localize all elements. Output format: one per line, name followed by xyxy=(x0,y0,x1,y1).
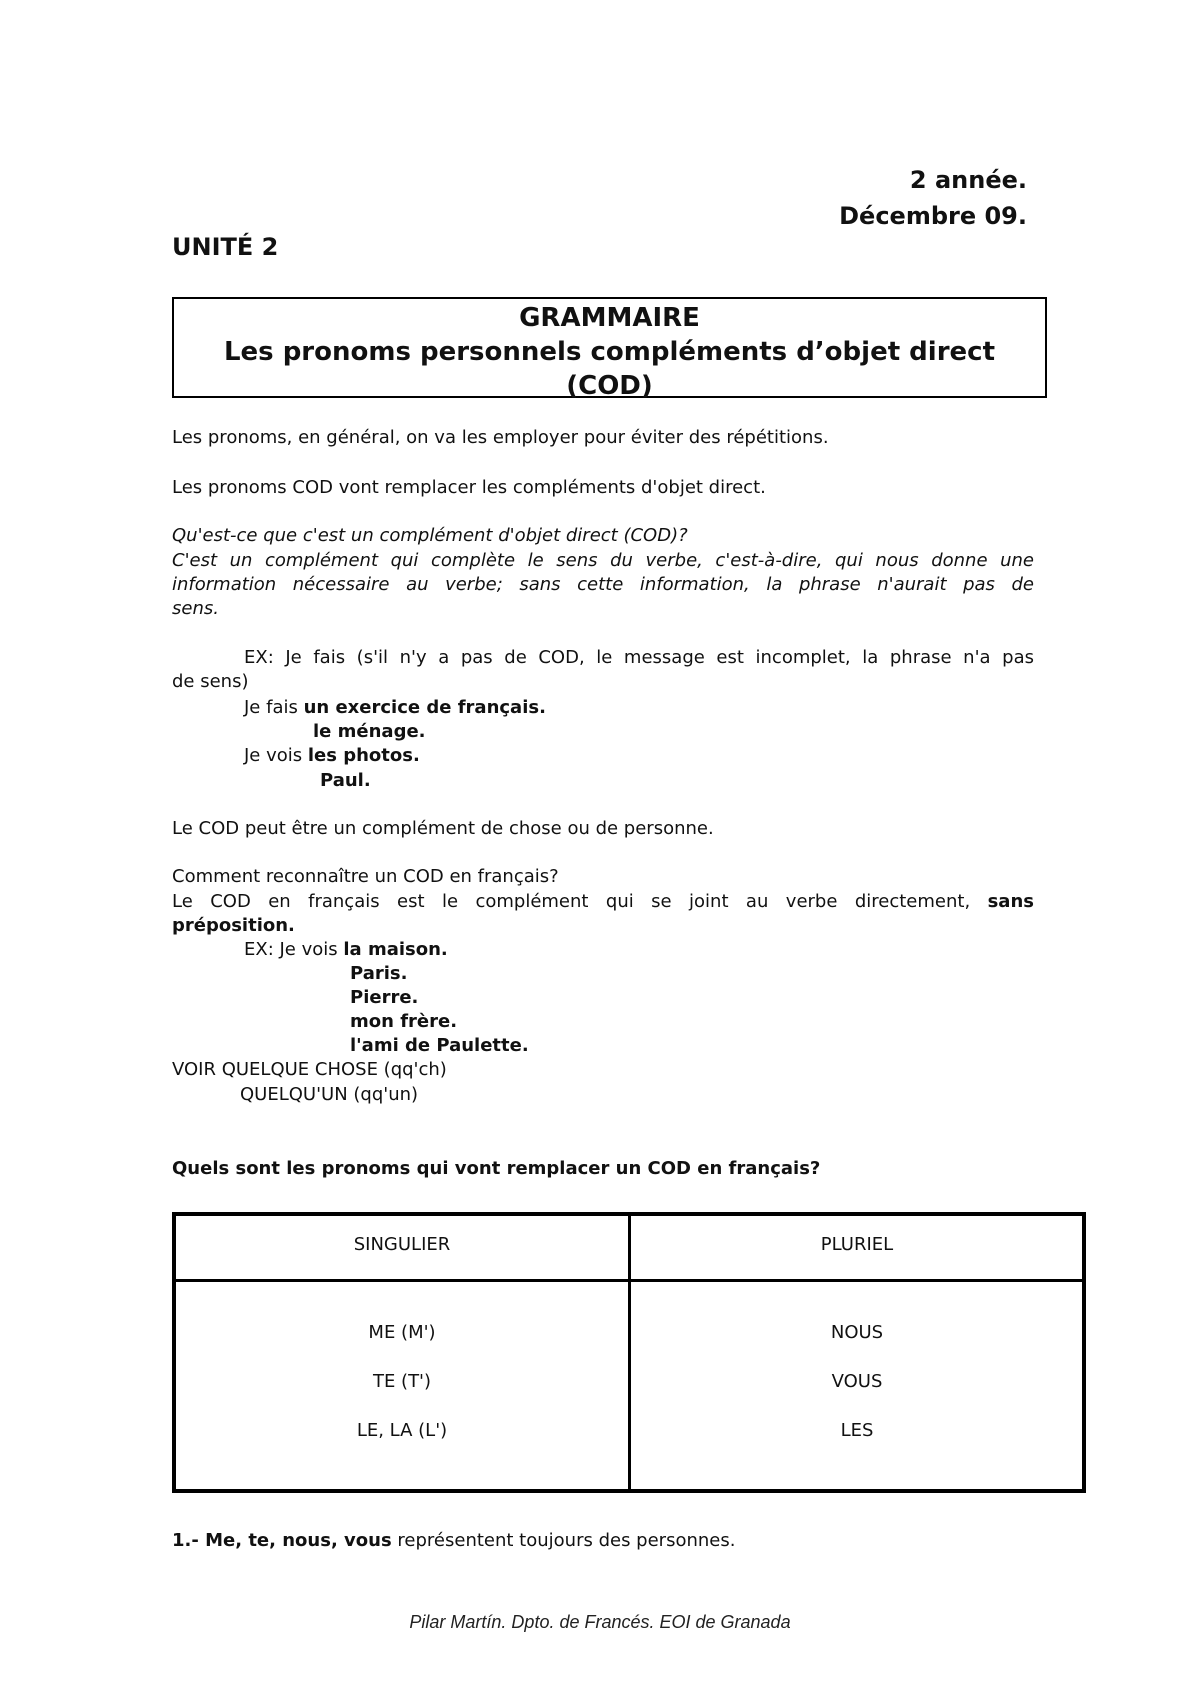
level-label: 2 année. xyxy=(909,166,1027,194)
table-divider-horizontal xyxy=(176,1279,1082,1282)
recognize-text xyxy=(172,890,1034,938)
recognize-example xyxy=(244,939,448,960)
grammar-subtitle: Les pronoms personnels compléments d’objet direct xyxy=(223,337,996,367)
rule-1 xyxy=(172,1530,735,1551)
grammar-title-box xyxy=(172,297,1047,401)
ex-prefix: EX: Je vois xyxy=(244,939,344,960)
pronoun-les: LES xyxy=(840,1420,874,1441)
definition-line-3: sens. xyxy=(172,598,219,619)
rule-1-text: représentent toujours des personnes. xyxy=(391,1530,736,1551)
object-maison: la maison. xyxy=(343,939,448,960)
header-pluriel: PLURIEL xyxy=(820,1234,894,1255)
object-pierre: Pierre. xyxy=(350,987,419,1008)
header-singulier: SINGULIER xyxy=(353,1234,451,1255)
pronoun-te: TE (T') xyxy=(372,1371,432,1392)
example-1-line-2: de sens) xyxy=(172,671,249,692)
page-footer: Pilar Martín. Dpto. de Francés. EOI de Granada xyxy=(409,1612,791,1632)
example-1-line-1: EX: Je fais (s'il n'y a pas de COD, le message est incomplet, la phrase n'a pas xyxy=(244,647,1034,668)
je-vois-label: Je vois xyxy=(244,745,308,766)
object-menage: le ménage. xyxy=(313,721,426,742)
definition-line-1: C'est un complément qui complète le sens du verbe, c'est-à-dire, qui nous donne une xyxy=(172,550,1034,571)
grammar-heading: GRAMMAIRE xyxy=(519,303,700,333)
object-frere: mon frère. xyxy=(350,1011,458,1032)
definition-text xyxy=(172,549,1034,621)
voir-quelque-chose: VOIR QUELQUE CHOSE (qq'ch) xyxy=(172,1059,447,1080)
cod-chose-personne: Le COD peut être un complément de chose ou de personne. xyxy=(172,818,714,839)
intro-paragraph-2: Les pronoms COD vont remplacer les compléments d'objet direct. xyxy=(172,477,766,498)
voir-quelquun: QUELQU'UN (qq'un) xyxy=(240,1084,419,1105)
pronoun-me: ME (M') xyxy=(368,1322,436,1343)
je-fais-label: Je fais xyxy=(244,697,304,718)
unit-title: UNITÉ 2 xyxy=(172,233,279,261)
example-je-fais xyxy=(244,697,546,718)
object-ami: l'ami de Paulette. xyxy=(350,1035,529,1056)
object-photos: les photos. xyxy=(307,745,420,766)
pronoms-table xyxy=(172,1212,1086,1493)
date-label: Décembre 09. xyxy=(839,202,1027,230)
example-1-intro xyxy=(172,646,1034,694)
grammar-subtitle-cod: (COD) xyxy=(566,371,653,401)
object-paul: Paul. xyxy=(320,770,371,791)
pronoun-nous: NOUS xyxy=(830,1322,884,1343)
pronoun-vous: VOUS xyxy=(831,1371,883,1392)
recognize-question: Comment reconnaître un COD en français? xyxy=(172,866,559,887)
recognize-line-2: préposition. xyxy=(172,915,295,936)
definition-question: Qu'est-ce que c'est un complément d'objet direct (COD)? xyxy=(172,525,688,546)
recognize-line-1: Le COD en français est le complément qui se joint au verbe directement, sans xyxy=(172,891,1034,912)
example-je-vois xyxy=(244,745,420,766)
table-divider-vertical xyxy=(628,1216,631,1489)
rule-1-pronouns: 1.- Me, te, nous, vous xyxy=(172,1530,392,1551)
pronoms-question: Quels sont les pronoms qui vont remplacer un COD en français? xyxy=(172,1158,821,1179)
object-exercice: un exercice de français. xyxy=(303,697,546,718)
intro-paragraph-1: Les pronoms, en général, on va les employer pour éviter des répétitions. xyxy=(172,427,829,448)
definition-line-2: information nécessaire au verbe; sans cette information, la phrase n'aurait pas de xyxy=(172,574,1034,595)
object-paris: Paris. xyxy=(350,963,408,984)
pronoun-le-la: LE, LA (L') xyxy=(356,1420,448,1441)
